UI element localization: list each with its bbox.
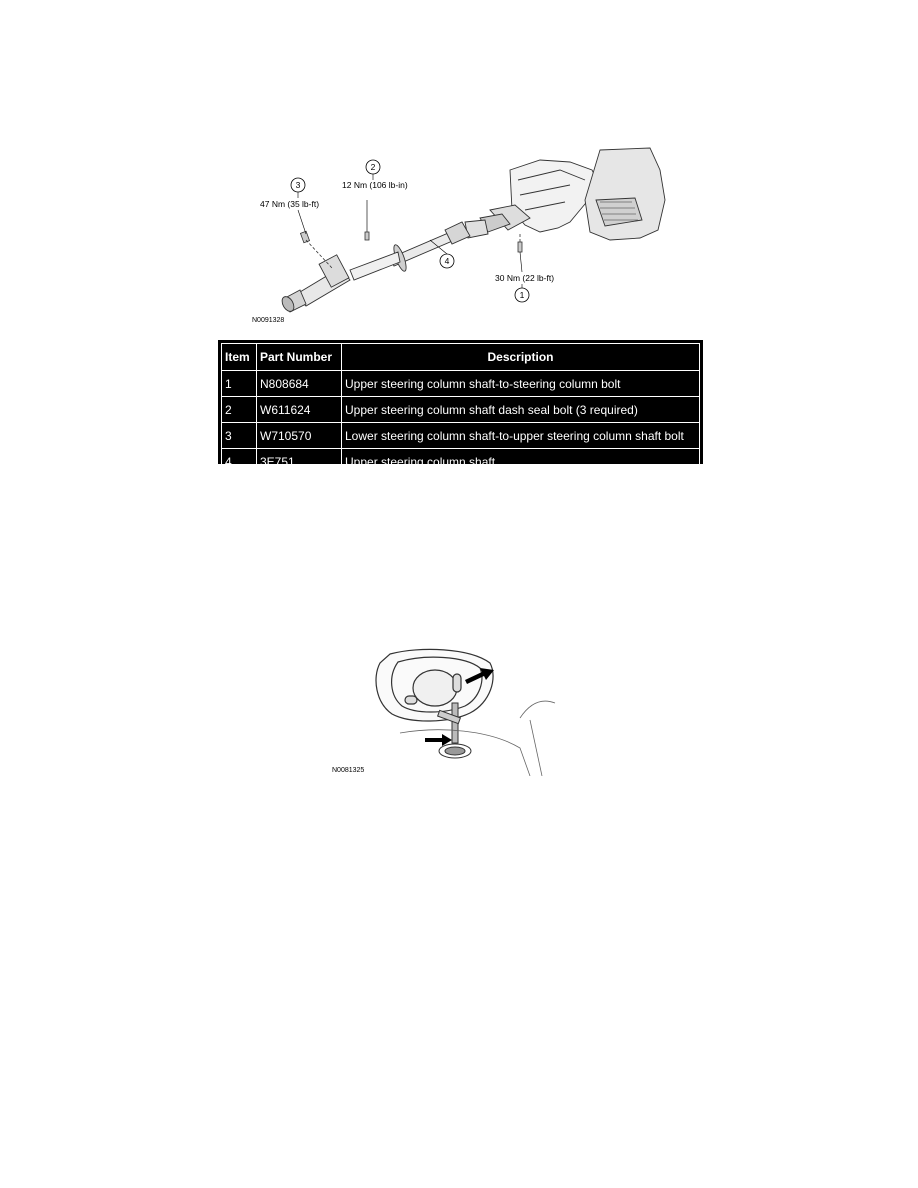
bolt-1 [518,234,522,252]
cell-part-number: 3E751 [257,449,342,475]
steering-wheel [376,649,493,721]
header-part-number: Part Number [257,344,342,371]
cell-description: Lower steering column shaft-to-upper steering column shaft bolt [342,423,700,449]
bolt-2 [365,200,369,240]
cell-part-number: W710570 [257,423,342,449]
callout-2-number: 2 [370,162,376,172]
parts-table-container [218,340,703,469]
callout-2-torque: 12 Nm (106 lb-in) [342,180,408,190]
callout-1 [495,252,554,302]
cell-item: 4 [222,449,257,475]
cell-item: 3 [222,423,257,449]
steering-column-housing [465,148,665,240]
cell-item: 2 [222,397,257,423]
figure-1-id: N0091328 [252,317,285,324]
callout-3-number: 3 [295,180,301,190]
callout-2 [342,160,408,190]
callout-4-number: 4 [444,256,450,266]
cell-description: Upper steering column shaft dash seal bolt (3 required) [342,397,700,423]
cell-part-number: W611624 [257,397,342,423]
callout-3 [260,178,319,234]
upper-steering-column-shaft [350,222,470,280]
cell-item: 1 [222,371,257,397]
table-header-row [222,344,700,371]
lower-steering-column-shaft [280,255,350,314]
table-row [222,449,700,475]
callout-1-torque: 30 Nm (22 lb-ft) [495,273,555,283]
table-row [222,423,700,449]
steering-column-diagram [240,140,680,330]
figure-2-id: N0081325 [332,767,365,774]
callout-3-torque: 47 Nm (35 lb-ft) [260,199,320,209]
callout-1-number: 1 [519,290,525,300]
parts-table [221,343,700,475]
table-row [222,397,700,423]
bolt-3 [300,231,332,268]
cell-description: Upper steering column shaft [342,449,700,475]
table-row [222,371,700,397]
header-item: Item [222,344,257,371]
header-description: Description [342,344,700,371]
cell-description: Upper steering column shaft-to-steering column bolt [342,371,700,397]
cell-part-number: N808684 [257,371,342,397]
steering-wheel-holding-tool-diagram [330,648,560,776]
